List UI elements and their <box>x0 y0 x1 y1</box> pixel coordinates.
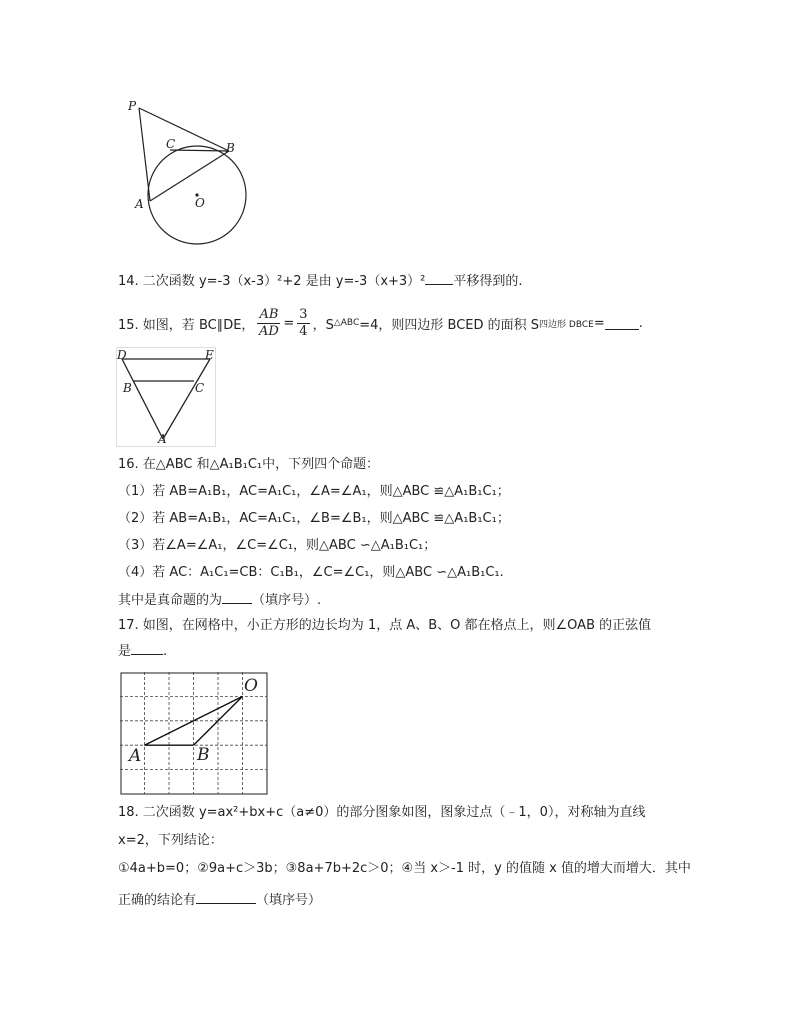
label-c: C <box>166 137 176 151</box>
area-subscript: △ABC <box>333 318 360 328</box>
segment-c-o <box>150 151 229 201</box>
question-17-line-2-tail: . <box>163 644 168 659</box>
label-a-17: A <box>129 746 142 766</box>
question-16-item-4: （4）若 AC：A₁C₁=CB：C₁B₁，∠C=∠C₁，则△ABC ∽△A₁B₁C₁. <box>118 565 504 580</box>
answer-blank-18[interactable] <box>196 891 256 904</box>
question-14-text: 14. 二次函数 y=-3（x-3）²+2 是由 y=-3（x+3）² <box>118 274 426 289</box>
segment-pb <box>139 108 229 151</box>
ratio-value <box>297 307 309 340</box>
label-p: P <box>128 99 137 113</box>
question-14-tail: 平移得到的. <box>453 274 523 289</box>
circle-tangent-figure <box>125 95 255 250</box>
ratio-numerator: AB <box>259 306 279 322</box>
question-15-lead: 15. 如图，若 BC∥DE， <box>118 317 255 333</box>
question-16-answer-lead: 其中是真命题的为 <box>118 593 223 608</box>
question-16-answer <box>118 591 321 609</box>
question-18-line-1: 18. 二次函数 y=ax²+bx+c（a≠0）的部分图象如图，图象过点（﹣1，0），对称轴为直线 <box>118 805 646 820</box>
question-18-line-4 <box>118 891 321 909</box>
question-18-line-4-lead: 正确的结论有 <box>118 893 197 908</box>
question-18-line-3: ①4a+b=0；②9a+c＞3b；③8a+7b+2c＞0；④当 x＞-1 时，y 的值随 x 值的增大而增大．其中 <box>118 861 691 876</box>
question-16-answer-tail: （填序号）. <box>252 593 322 608</box>
question-17-line-2 <box>118 642 167 660</box>
question-15-area-tail: =4，则四边形 BCED 的面积 S <box>359 317 540 333</box>
question-15-middle: ，S <box>312 317 334 333</box>
segment-pa <box>139 108 150 201</box>
label-a: A <box>135 197 144 211</box>
question-15 <box>118 303 643 343</box>
label-b-17: B <box>197 745 210 765</box>
answer-blank-15[interactable] <box>605 317 639 330</box>
question-18-line-2: x=2，下列结论： <box>118 833 223 848</box>
ratio-value-denominator: 4 <box>299 323 308 339</box>
ratio-value-numerator: 3 <box>299 306 308 322</box>
question-18-line-4-tail: （填序号） <box>256 893 322 908</box>
segment-ac-o <box>150 150 170 201</box>
question-15-end: = <box>593 315 605 331</box>
question-15-period: . <box>638 315 643 331</box>
segment-cb <box>170 150 229 151</box>
quad-subscript: 四边形 DBCE <box>539 319 594 330</box>
label-a-15: A <box>158 432 167 446</box>
label-c-15: C <box>195 381 205 395</box>
question-14 <box>118 272 523 290</box>
ratio-ab-ad <box>257 307 280 340</box>
label-o: O <box>195 196 205 210</box>
ratio-denominator: AD <box>259 323 279 339</box>
question-16-intro: 16. 在△ABC 和△A₁B₁C₁中，下列四个命题： <box>118 457 380 472</box>
ratio-equals: = <box>283 315 295 331</box>
label-b: B <box>226 141 235 155</box>
segment-ea <box>163 359 210 439</box>
segment-da <box>122 359 163 439</box>
answer-blank-16[interactable] <box>222 591 252 604</box>
answer-blank-14[interactable] <box>425 272 453 285</box>
question-17-line-2-lead: 是 <box>118 644 132 659</box>
label-d: D <box>117 348 127 362</box>
question-17-line-1: 17. 如图，在网格中，小正方形的边长均为 1，点 A、B、O 都在格点上，则∠OAB 的正弦值 <box>118 618 652 633</box>
question-16-item-3: （3）若∠A=∠A₁，∠C=∠C₁，则△ABC ∽△A₁B₁C₁； <box>118 538 437 553</box>
label-o-17: O <box>244 676 258 696</box>
label-e: E <box>205 348 214 362</box>
answer-blank-17[interactable] <box>131 642 163 655</box>
label-b-15: B <box>123 381 132 395</box>
question-16-item-2: （2）若 AB=A₁B₁，AC=A₁C₁，∠B=∠B₁，则△ABC ≌△A₁B₁C₁； <box>118 511 510 526</box>
question-16-item-1: （1）若 AB=A₁B₁，AC=A₁C₁，∠A=∠A₁，则△ABC ≌△A₁B₁C₁； <box>118 484 510 499</box>
